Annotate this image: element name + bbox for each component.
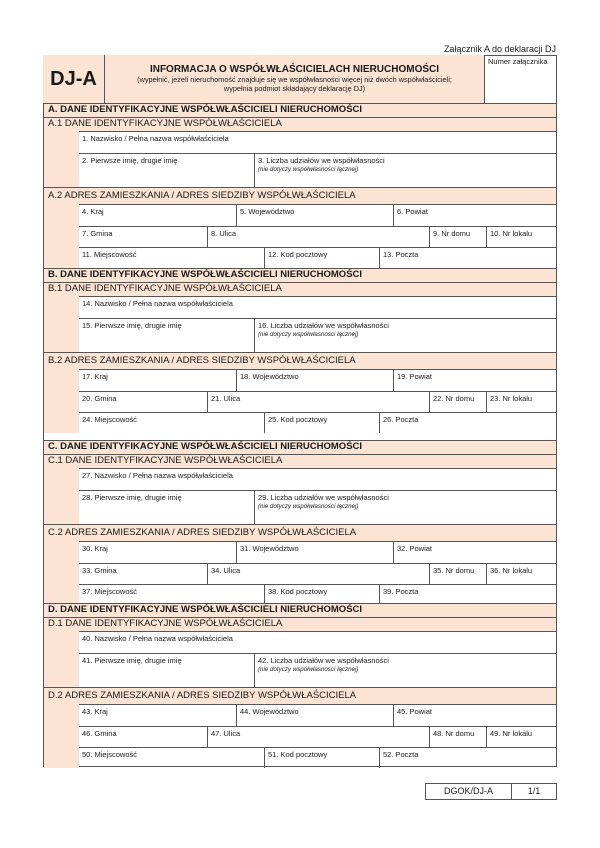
footer-box <box>425 783 557 800</box>
voivodeship-field[interactable]: 31. Województwo <box>236 542 393 563</box>
section-b1-margin <box>44 296 79 352</box>
house-number-field[interactable]: 35. Nr domu <box>429 564 486 584</box>
country-field[interactable]: 17. Kraj <box>82 372 108 381</box>
first-names-field[interactable]: 2. Pierwsze imię, drugie imię <box>82 156 178 165</box>
city-field[interactable]: 11. Miejscowość <box>82 250 137 259</box>
section-a2-row-3 <box>79 247 556 268</box>
street-field[interactable]: 21. Ulica <box>207 392 429 412</box>
section-b1-names-row <box>79 318 556 352</box>
shares-field[interactable] <box>254 654 556 687</box>
section-c2-row-2 <box>79 563 556 584</box>
country-field[interactable]: 4. Kraj <box>82 207 104 216</box>
section-b2-margin <box>44 369 79 433</box>
section-d2-title: D.2 ADRES ZAMIESZKANIA / ADRES SIEDZIBY WSPÓŁWŁAŚCICIELA <box>44 687 556 704</box>
shares-label: 16. Liczba udziałów we współwłasności <box>258 321 389 330</box>
county-field[interactable]: 32. Powiat <box>393 542 556 563</box>
section-a-title: A. DANE IDENTYFIKACYJNE WSPÓŁWŁAŚCICIELI NIERUCHOMOŚCI <box>44 103 556 117</box>
postal-code-field[interactable]: 38. Kod pocztowy <box>264 585 379 605</box>
post-office-field[interactable]: 39. Poczta <box>379 585 556 605</box>
section-a1-title: A.1 DANE IDENTYFIKACYJNE WSPÓŁWŁAŚCICIELA <box>44 117 556 131</box>
section-c-title: C. DANE IDENTYFIKACYJNE WSPÓŁWŁAŚCICIELI NIERUCHOMOŚCI <box>44 440 556 454</box>
street-field[interactable]: 34. Ulica <box>207 564 429 584</box>
city-field[interactable]: 50. Miejscowość <box>82 750 138 759</box>
section-c1-title: C.1 DANE IDENTYFIKACYJNE WSPÓŁWŁAŚCICIELA <box>44 454 556 468</box>
section-d1-name-row <box>79 631 556 653</box>
shares-note: (nie dotyczy współwłasności łącznej) <box>258 666 359 673</box>
section-a2-row-2 <box>79 226 556 247</box>
surname-field[interactable]: 1. Nazwisko / Pełna nazwa współwłaściciela <box>82 134 229 143</box>
country-field[interactable]: 30. Kraj <box>82 544 108 553</box>
attachment-number-field[interactable]: Numer załącznika <box>488 57 548 66</box>
county-field[interactable]: 45. Powiat <box>393 705 556 726</box>
section-b1-name-row <box>79 296 556 318</box>
street-field[interactable]: 47. Ulica <box>207 727 429 747</box>
flat-number-field[interactable]: 36. Nr lokalu <box>486 564 556 584</box>
section-c1-name-row <box>79 468 556 490</box>
commune-field[interactable]: 33. Gmina <box>82 566 117 575</box>
commune-field[interactable]: 46. Gmina <box>82 729 117 738</box>
section-d1-title: D.1 DANE IDENTYFIKACYJNE WSPÓŁWŁAŚCICIELA <box>44 617 556 631</box>
section-b2-row-3 <box>79 412 556 433</box>
section-a2-title: A.2 ADRES ZAMIESZKANIA / ADRES SIEDZIBY WSPÓŁWŁAŚCICIELA <box>44 187 556 204</box>
section-d2-row-1 <box>79 704 556 726</box>
section-a2-margin <box>44 204 79 268</box>
house-number-field[interactable]: 9. Nr domu <box>429 227 486 247</box>
section-a2-row-1 <box>79 204 556 226</box>
shares-label: 3. Liczba udziałów we współwłasności <box>258 156 385 165</box>
section-b2-title: B.2 ADRES ZAMIESZKANIA / ADRES SIEDZIBY WSPÓŁWŁAŚCICIELA <box>44 352 556 369</box>
section-a1-name-row <box>79 131 556 153</box>
city-field[interactable]: 37. Miejscowość <box>82 587 138 596</box>
section-d-title: D. DANE IDENTYFIKACYJNE WSPÓŁWŁAŚCICIELI NIERUCHOMOŚCI <box>44 603 556 617</box>
first-names-field[interactable]: 28. Pierwsze imię, drugie imię <box>82 493 182 502</box>
flat-number-field[interactable]: 10. Nr lokalu <box>486 227 556 247</box>
shares-note: (nie dotyczy współwłasności łącznej) <box>258 166 359 173</box>
section-c2-margin <box>44 541 79 605</box>
section-c2-row-3 <box>79 584 556 605</box>
section-d2-row-3 <box>79 747 556 768</box>
section-c2-title: C.2 ADRES ZAMIESZKANIA / ADRES SIEDZIBY WSPÓŁWŁAŚCICIELA <box>44 524 556 541</box>
section-d2-margin <box>44 704 79 768</box>
post-office-field[interactable]: 13. Poczta <box>379 248 556 268</box>
postal-code-field[interactable]: 51. Kod pocztowy <box>264 748 379 768</box>
shares-field[interactable] <box>254 319 556 352</box>
postal-code-field[interactable]: 12. Kod pocztowy <box>264 248 379 268</box>
section-b1-title: B.1 DANE IDENTYFIKACYJNE WSPÓŁWŁAŚCICIELA <box>44 282 556 296</box>
section-d2-row-2 <box>79 726 556 747</box>
commune-field[interactable]: 7. Gmina <box>82 229 113 238</box>
section-b2-row-2 <box>79 391 556 412</box>
section-d1-margin <box>44 631 79 687</box>
form-header <box>105 55 485 103</box>
flat-number-field[interactable]: 23. Nr lokalu <box>486 392 556 412</box>
form-title: INFORMACJA O WSPÓŁWŁAŚCICIELACH NIERUCHOMOŚCI <box>149 64 440 75</box>
city-field[interactable]: 24. Miejscowość <box>82 415 138 424</box>
section-c1-margin <box>44 468 79 524</box>
surname-field[interactable]: 27. Nazwisko / Pełna nazwa współwłaściciela <box>82 471 233 480</box>
flat-number-field[interactable]: 49. Nr lokalu <box>486 727 556 747</box>
section-a1-margin <box>44 131 79 187</box>
commune-field[interactable]: 20. Gmina <box>82 394 117 403</box>
section-a1-names-row <box>79 153 556 187</box>
voivodeship-field[interactable]: 18. Województwo <box>236 370 393 391</box>
footer-form-code: DGOK/DJ-A <box>426 784 512 799</box>
voivodeship-field[interactable]: 44. Województwo <box>236 705 393 726</box>
section-b2-row-1 <box>79 369 556 391</box>
postal-code-field[interactable]: 25. Kod pocztowy <box>264 413 379 433</box>
form-subtitle-line-2: wypełnia podmiot składający deklarację DJ) <box>223 84 366 93</box>
house-number-field[interactable]: 48. Nr domu <box>429 727 486 747</box>
shares-field[interactable] <box>254 491 556 524</box>
section-b-title: B. DANE IDENTYFIKACYJNE WSPÓŁWŁAŚCICIELI NIERUCHOMOŚCI <box>44 268 556 282</box>
section-c1-names-row <box>79 490 556 524</box>
surname-field[interactable]: 40. Nazwisko / Pełna nazwa współwłaściciela <box>82 634 233 643</box>
shares-label: 29. Liczba udziałów we współwłasności <box>258 493 389 502</box>
voivodeship-field[interactable]: 5. Województwo <box>236 205 393 226</box>
shares-note: (nie dotyczy współwłasności łącznej) <box>258 503 359 510</box>
surname-field[interactable]: 14. Nazwisko / Pełna nazwa współwłaściciela <box>82 299 233 308</box>
shares-note: (nie dotyczy współwłasności łącznej) <box>258 331 359 338</box>
county-field[interactable]: 19. Powiat <box>393 370 556 391</box>
first-names-field[interactable]: 41. Pierwsze imię, drugie imię <box>82 656 182 665</box>
shares-label: 42. Liczba udziałów we współwłasności <box>258 656 389 665</box>
first-names-field[interactable]: 15. Pierwsze imię, drugie imię <box>82 321 182 330</box>
section-d1-names-row <box>79 653 556 687</box>
form-code: DJ-A <box>43 55 105 103</box>
shares-field[interactable] <box>254 154 556 187</box>
form-subtitle-line-1: (wypełnić, jeżeli nieruchomość znajduje się we współwłasności więcej niż dwóch współwłaścicieli; <box>137 75 452 84</box>
attachment-note: Załącznik A do deklaracji DJ <box>443 44 556 54</box>
county-field[interactable]: 6. Powiat <box>393 205 556 226</box>
footer-page-number: 1/1 <box>527 786 541 796</box>
street-field[interactable]: 8. Ulica <box>207 227 429 247</box>
post-office-field[interactable]: 26. Poczta <box>379 413 556 433</box>
country-field[interactable]: 43. Kraj <box>82 707 108 716</box>
house-number-field[interactable]: 22. Nr domu <box>429 392 486 412</box>
post-office-field[interactable]: 52. Poczta <box>379 748 556 768</box>
section-c2-row-1 <box>79 541 556 563</box>
